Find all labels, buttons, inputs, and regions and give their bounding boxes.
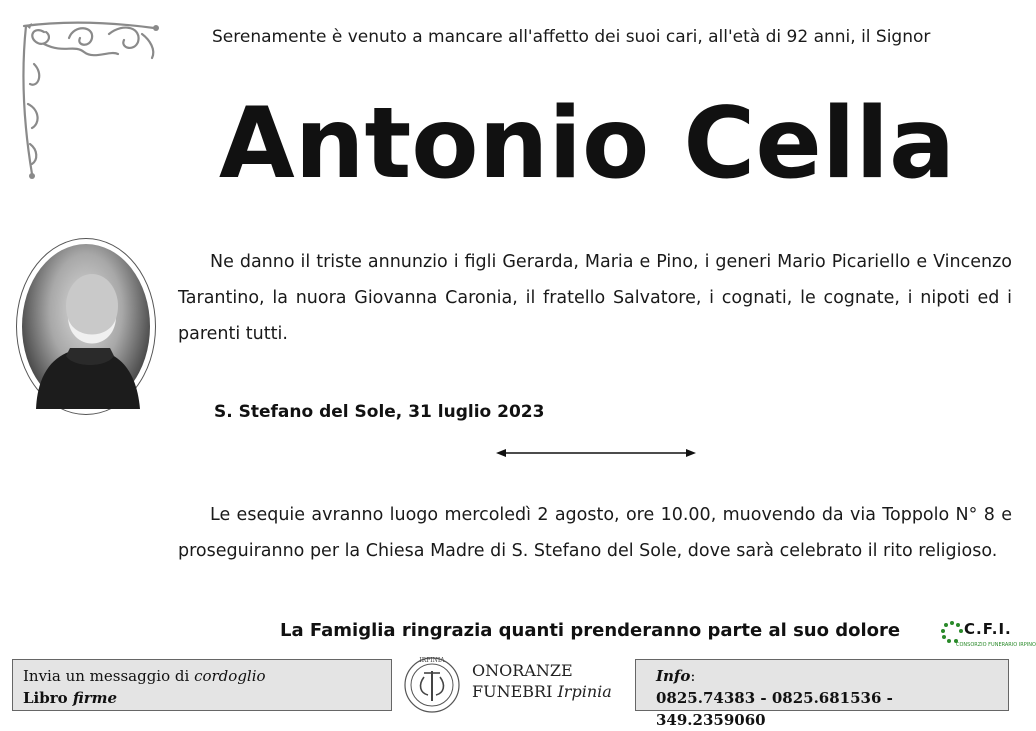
condolence-link[interactable] bbox=[23, 665, 381, 687]
condolence-box[interactable] bbox=[12, 659, 392, 711]
funeral-home-line1: ONORANZE bbox=[472, 661, 573, 680]
cfi-dots-icon bbox=[940, 620, 964, 644]
announcement-paragraph: Ne danno il triste annunzio i figli Gerarda, Maria e Pino, i generi Mario Picariello e Vincenzo Tarantino, la nuora Giovanna Caronia, il fratello Salvatore, i cognati, le cognate, i nipoti ed i parenti tutti. bbox=[178, 252, 1012, 344]
info-label-text: Info bbox=[656, 667, 691, 685]
guestbook-label-em: firme bbox=[72, 689, 118, 707]
condolence-label-em: cordoglio bbox=[194, 667, 266, 685]
condolence-label: Invia un messaggio di bbox=[23, 667, 195, 685]
phone-numbers: 0825.74383 - 0825.681536 - 349.2359060 bbox=[656, 689, 893, 729]
info-label bbox=[656, 665, 988, 687]
guestbook-label: Libro bbox=[23, 689, 73, 707]
cfi-logo-text: C.F.I. bbox=[964, 620, 1012, 638]
intro-text: Serenamente è venuto a mancare all'affetto dei suoi cari, all'età di 92 anni, il Signor bbox=[212, 27, 931, 47]
funeral-home-name bbox=[472, 660, 612, 702]
info-colon: : bbox=[690, 667, 696, 685]
funeral-paragraph: Le esequie avranno luogo mercoledì 2 agosto, ore 10.00, muovendo da via Toppolo N° 8 e proseguiranno per la Chiesa Madre di S. Stefano del Sole, dove sarà celebrato il rito religioso. bbox=[178, 505, 1012, 561]
funeral-home-line2-prefix: FUNEBRI bbox=[472, 682, 558, 701]
place-date: S. Stefano del Sole, 31 luglio 2023 bbox=[214, 402, 545, 422]
portrait-figure-icon bbox=[22, 244, 150, 409]
portrait-image bbox=[22, 244, 150, 409]
funeral-home-line2 bbox=[472, 681, 612, 702]
emblem-arc-text: IRPINIA bbox=[419, 657, 445, 664]
cfi-logo-subtext: CONSORZIO FUNERARIO IRPINO bbox=[956, 642, 1036, 648]
info-box bbox=[635, 659, 1009, 729]
deceased-name: Antonio Cella bbox=[218, 87, 956, 201]
funeral-home-line2-em: Irpinia bbox=[557, 682, 612, 701]
guestbook-link[interactable] bbox=[23, 687, 381, 709]
cfi-logo bbox=[940, 618, 1036, 652]
thanks-line: La Famiglia ringrazia quanti prenderanno parte al suo dolore bbox=[280, 620, 901, 641]
arrow-divider-icon bbox=[494, 444, 698, 462]
funeral-home-emblem-icon bbox=[402, 651, 462, 717]
